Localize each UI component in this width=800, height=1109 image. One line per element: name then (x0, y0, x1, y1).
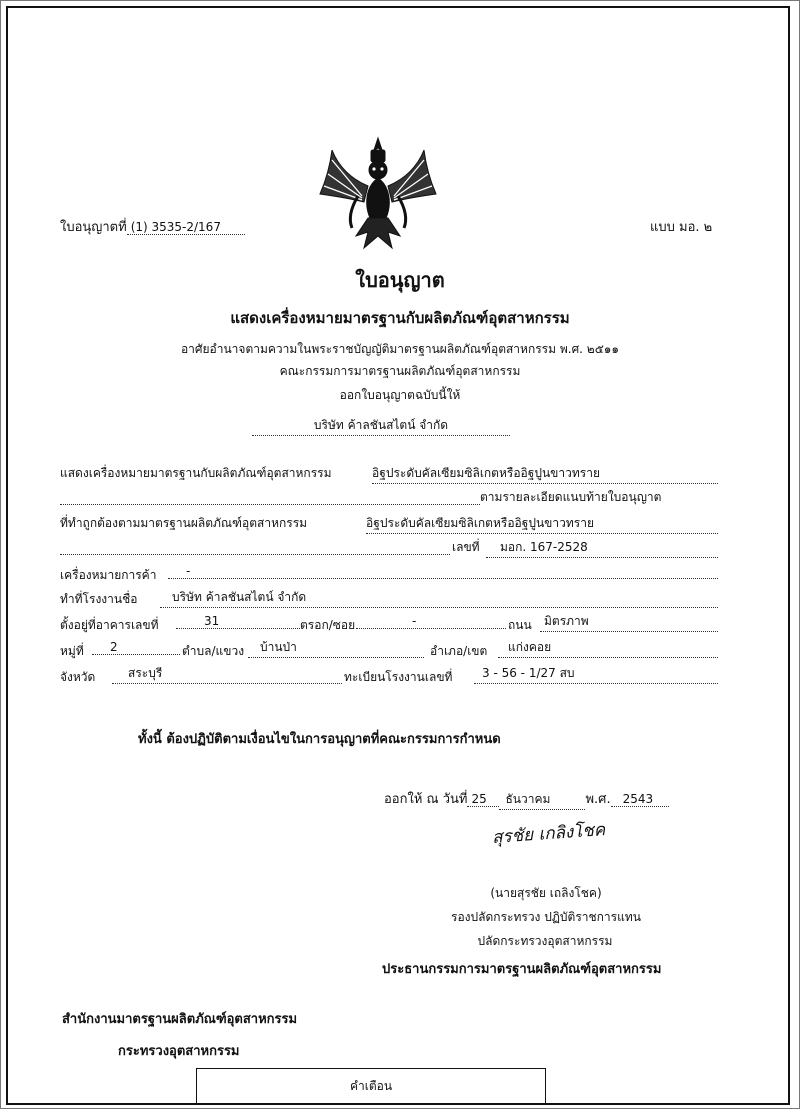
signatory-position: รองปลัดกระทรวง ปฏิบัติราชการแทน (451, 910, 641, 924)
building-value: 31 (176, 614, 300, 629)
warning-box (196, 1068, 546, 1105)
license-number-row (60, 216, 245, 237)
committee-name: คณะกรรมการมาตรฐานผลิตภัณฑ์อุตสาหกรรม (279, 364, 521, 378)
signature: สุรชัย เกลิงโชค (491, 820, 606, 848)
garuda-emblem-icon (318, 136, 438, 254)
license-number-label: ใบอนุญาตที่ (60, 220, 127, 235)
mark-continuation-line (60, 490, 480, 505)
alley-value: - (356, 614, 506, 629)
signatory-position-2: ปลัดกระทรวงอุตสาหกรรม (477, 934, 613, 948)
alley-label: ตรอก/ซอย (300, 618, 356, 632)
issue-to-line: ออกใบอนุญาตฉบับนี้ให้ (339, 388, 461, 402)
province-value: สระบุรี (112, 664, 342, 684)
factory-label: ทำที่โรงงานชื่อ (60, 592, 138, 606)
factory-registration-label: ทะเบียนโรงงานเลขที่ (344, 670, 453, 684)
licensee-company: บริษัท ค้าลชันสไตน์ จำกัด (252, 416, 510, 436)
district-label: อำเภอ/เขต (430, 644, 488, 658)
issue-year: 2543 (611, 792, 669, 807)
standard-number-value: มอก. 167-2528 (486, 538, 718, 558)
authority-line: อาศัยอำนาจตามความในพระราชบัญญัติมาตรฐานผลิตภัณฑ์อุตสาหกรรม พ.ศ. ๒๕๑๑ (180, 342, 620, 356)
factory-registration-value: 3 - 56 - 1/27 สบ (474, 664, 718, 684)
district-value: แก่งคอย (498, 638, 718, 658)
condition-statement: ทั้งนี้ ต้องปฏิบัติตามเงื่อนไขในการอนุญาตที่คณะกรรมการกำหนด (138, 732, 501, 747)
signatory-name: (นายสุรชัย เถลิงโชค) (490, 886, 602, 900)
conform-label: ที่ทำถูกต้องตามมาตรฐานผลิตภัณฑ์อุตสาหกรรม (60, 516, 308, 530)
ministry-name: กระทรวงอุตสาหกรรม (118, 1044, 240, 1059)
document-subtitle: แสดงเครื่องหมายมาตรฐานกับผลิตภัณฑ์อุตสาหกรรม (230, 309, 570, 327)
issue-day: 25 (467, 792, 499, 807)
form-code: แบบ มอ. ๒ (650, 220, 713, 235)
attached-note: ตามรายละเอียดแนบท้ายใบอนุญาต (480, 490, 662, 504)
issue-month: ธันวาคม (499, 790, 585, 810)
standard-number-label: เลขที่ (452, 540, 480, 554)
license-number-value: (1) 3535-2/167 (127, 220, 245, 235)
issue-date-row (384, 788, 669, 810)
trademark-label: เครื่องหมายการค้า (60, 568, 157, 582)
factory-value: บริษัท ค้าลชันสไตน์ จำกัด (160, 588, 718, 608)
trademark-value: - (168, 564, 718, 579)
road-value: มิตรภาพ (540, 612, 718, 632)
province-label: จังหวัด (60, 670, 96, 684)
moo-label: หมู่ที่ (60, 644, 84, 658)
moo-value: 2 (92, 640, 180, 655)
road-label: ถนน (508, 618, 532, 632)
issue-year-label: พ.ศ. (585, 792, 611, 807)
subdistrict-label: ตำบล/แขวง (182, 644, 245, 658)
subdistrict-value: บ้านป่า (248, 638, 424, 658)
document-title: ใบอนุญาต (355, 268, 445, 292)
office-name: สำนักงานมาตรฐานผลิตภัณฑ์อุตสาหกรรม (62, 1012, 298, 1027)
mark-value: อิฐประดับคัลเซียมซิลิเกตหรืออิฐปูนขาวทราย (372, 464, 718, 484)
issue-date-label: ออกให้ ณ วันที่ (384, 792, 468, 807)
mark-label: แสดงเครื่องหมายมาตรฐานกับผลิตภัณฑ์อุตสาหกรรม (60, 466, 332, 480)
building-label: ตั้งอยู่ที่อาคารเลขที่ (60, 618, 159, 632)
chairman-title: ประธานกรรมการมาตรฐานผลิตภัณฑ์อุตสาหกรรม (382, 962, 662, 977)
warning-title: คำเตือน (349, 1079, 393, 1093)
conform-continuation-line (60, 540, 450, 555)
conform-value: อิฐประดับคัลเซียมซิลิเกตหรืออิฐปูนขาวทราย (366, 514, 718, 534)
